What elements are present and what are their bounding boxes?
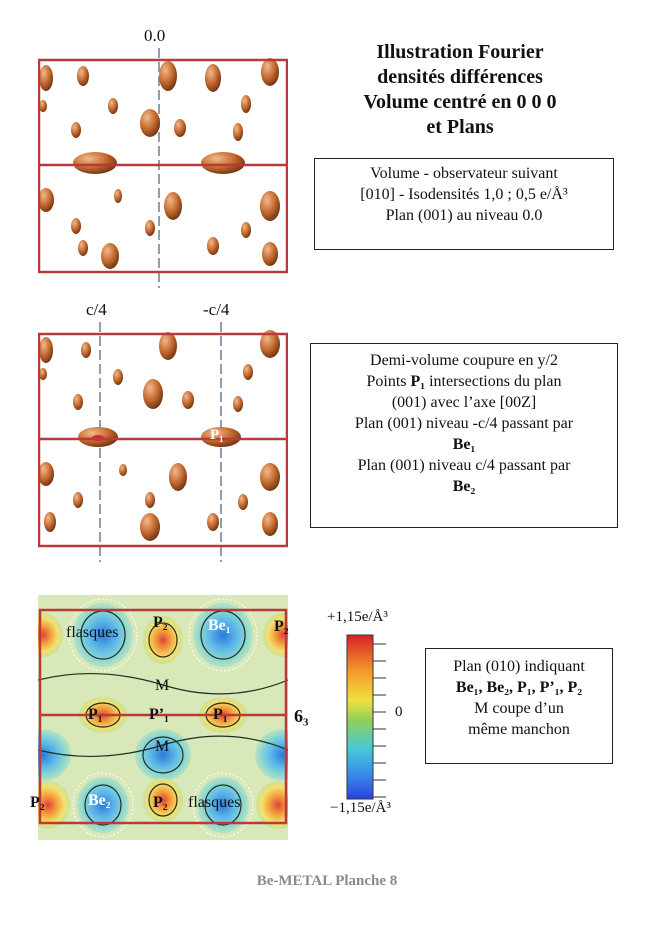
volume-render-2-svg	[38, 322, 288, 562]
label-six-three-axis: 6₃	[294, 706, 309, 726]
label-p2-top-left: P₂	[153, 614, 168, 631]
label-p1-left: P₁	[88, 706, 103, 723]
label-m-top: M	[155, 677, 170, 694]
caption-points-prefix: Points	[366, 373, 411, 390]
panel2-caption-box	[310, 343, 618, 528]
label-flasques-top: flasques	[66, 624, 119, 641]
panel1-axis-label: 0.0	[144, 26, 166, 45]
panel3-caption-line-1: Plan (010) indiquant	[453, 658, 585, 675]
label-minus-c-quarter: -c/4	[203, 300, 230, 319]
label-flasques-bottom: flasques	[188, 794, 241, 811]
label-p1-prime: P’₁	[149, 706, 169, 723]
title-line-4: et Plans	[426, 116, 494, 138]
label-be1: Be₁	[208, 617, 231, 634]
panel1-caption-line-1: Volume - observateur suivant	[370, 165, 558, 182]
panel1-caption-line-2: [010] - Isodensités 1,0 ; 0,5 e/Å³	[360, 186, 568, 203]
isodensity-blobs-2	[38, 330, 280, 541]
colorbar-min-label: −1,15e/Å³	[330, 800, 391, 816]
title-line-1: Illustration Fourier	[376, 41, 544, 63]
label-p2-bottom-left: P₂	[30, 794, 45, 811]
colorbar-svg	[346, 634, 390, 802]
panel2-caption-line-7: Be₂	[452, 478, 476, 495]
colorbar-zero-label: 0	[395, 704, 403, 720]
panel1-caption-box	[314, 158, 614, 250]
panel2-caption-line-4: Plan (001) niveau -c/4 passant par	[354, 415, 574, 432]
panel3-caption-line-2: Be₁, Be₂, P₁, P’₁, P₂	[455, 679, 583, 696]
panel3-caption-line-4: même manchon	[468, 721, 570, 738]
volume-render-1-svg	[38, 48, 288, 288]
panel2-caption-line-2	[311, 371, 617, 392]
volume-render-panel-2	[38, 322, 288, 562]
colorbar-ticks	[373, 644, 386, 797]
colorbar-gradient	[347, 635, 373, 799]
label-p2-bottom-mid: P₂	[153, 794, 168, 811]
title-line-3: Volume centré en 0 0 0	[363, 91, 557, 113]
panel3-caption-box	[425, 648, 613, 764]
panel2-caption-line-6: Plan (001) niveau c/4 passant par	[357, 457, 571, 474]
panel1-caption-line-3: Plan (001) au niveau 0.0	[385, 207, 543, 224]
page-title	[320, 40, 600, 140]
panel2-caption-line-1: Demi-volume coupure en y/2	[370, 352, 558, 369]
label-p1-right: P₁	[213, 706, 228, 723]
title-line-2: densités différences	[377, 66, 543, 88]
label-m-bottom: M	[155, 738, 170, 755]
colorbar	[346, 634, 390, 802]
label-c-quarter: c/4	[86, 300, 107, 319]
panel3-caption-line-3: M coupe d’un	[474, 700, 564, 717]
p1-point-label: P₁	[210, 427, 224, 443]
panel2-caption-line-3: (001) avec l’axe [00Z]	[391, 394, 537, 411]
label-p2-top-right: P₂	[274, 618, 289, 635]
label-be2: Be₂	[88, 792, 111, 809]
panel2-caption-line-5: Be₁	[452, 436, 476, 453]
caption-points-bold: P₁	[410, 373, 426, 390]
caption-points-suffix: intersections du plan	[425, 373, 562, 390]
page-footer: Be-METAL Planche 8	[256, 873, 398, 889]
colorbar-max-label: +1,15e/Å³	[327, 609, 388, 625]
volume-render-panel-1	[38, 48, 288, 288]
